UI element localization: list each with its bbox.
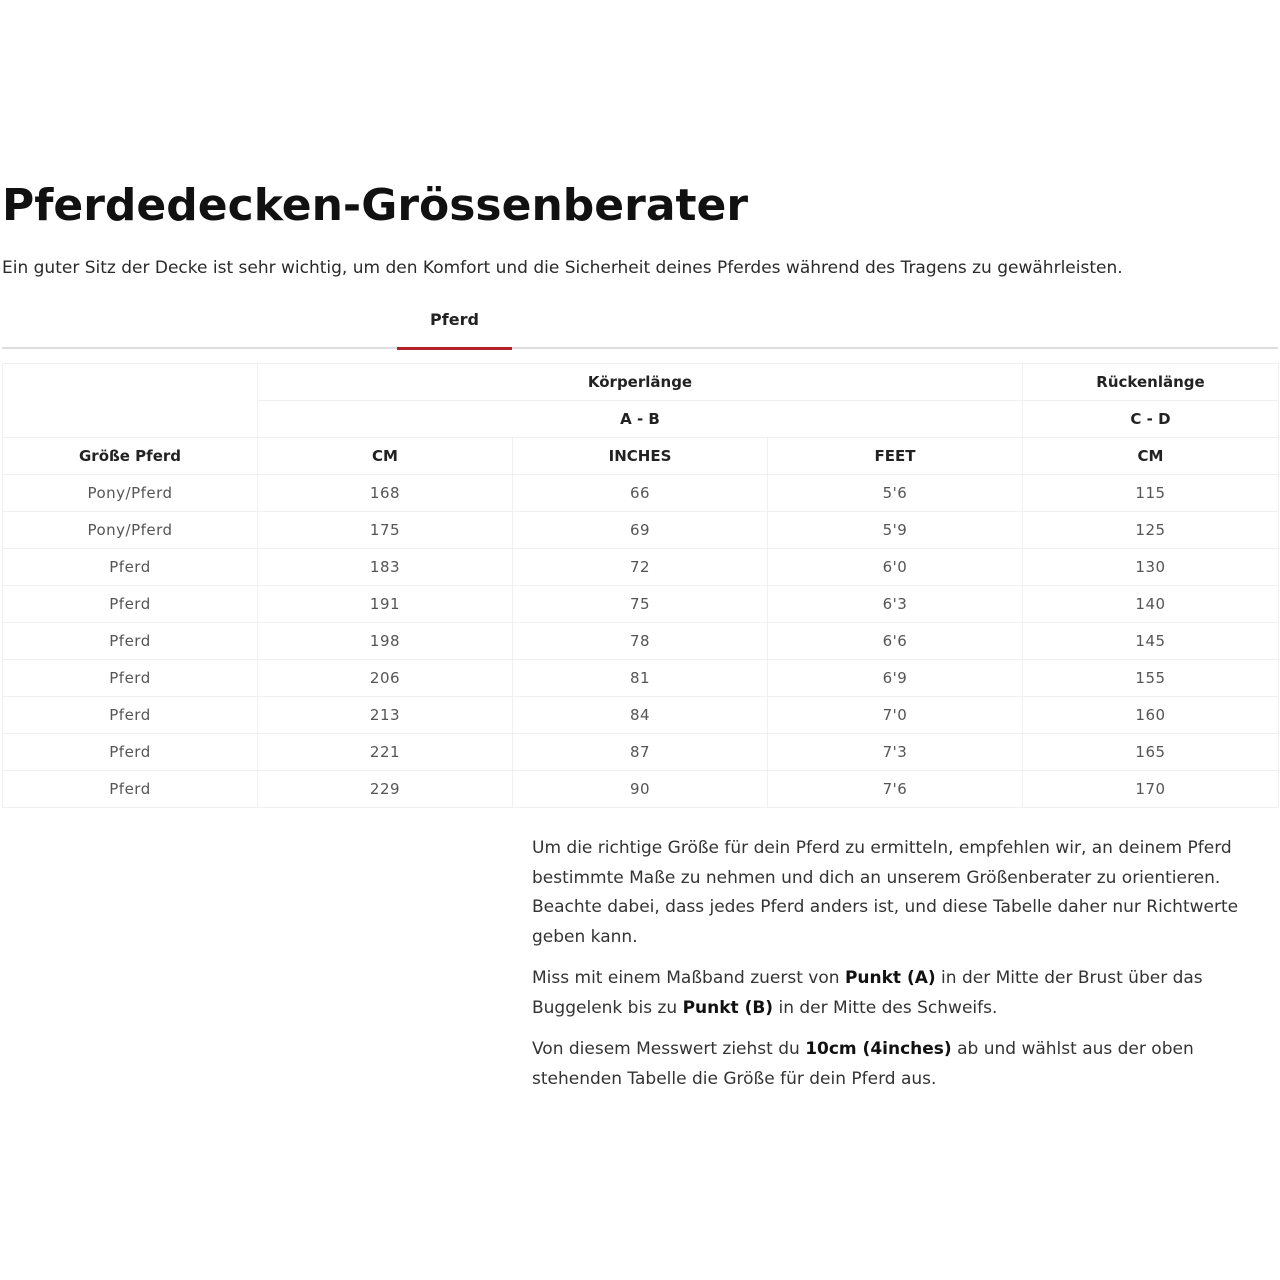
cell-cm: 175 — [258, 512, 513, 549]
table-row — [3, 660, 1279, 697]
cell-inches: 66 — [513, 475, 768, 512]
size-table — [2, 363, 1279, 808]
cell-feet: 5'6 — [768, 475, 1023, 512]
text-segment: Von diesem Messwert ziehst du — [532, 1039, 806, 1059]
column-header-back-cm: CM — [1023, 438, 1279, 475]
cell-feet: 7'3 — [768, 734, 1023, 771]
header-body-length: Körperlänge — [258, 364, 1023, 401]
cell-size: Pferd — [3, 697, 258, 734]
text-segment: Miss mit einem Maßband zuerst von — [532, 968, 845, 988]
cell-feet: 6'6 — [768, 623, 1023, 660]
column-header-size: Größe Pferd — [3, 438, 258, 475]
cell-size: Pferd — [3, 586, 258, 623]
cell-size: Pony/Pferd — [3, 512, 258, 549]
cell-inches: 75 — [513, 586, 768, 623]
cell-feet: 5'9 — [768, 512, 1023, 549]
column-header-inches: INCHES — [513, 438, 768, 475]
cell-back-cm: 130 — [1023, 549, 1279, 586]
group-header-row — [3, 364, 1279, 401]
cell-cm: 183 — [258, 549, 513, 586]
table-row — [3, 771, 1279, 808]
cell-size: Pony/Pferd — [3, 475, 258, 512]
cell-cm: 168 — [258, 475, 513, 512]
cell-size: Pferd — [3, 660, 258, 697]
cell-size: Pferd — [3, 734, 258, 771]
cell-feet: 6'0 — [768, 549, 1023, 586]
cell-back-cm: 160 — [1023, 697, 1279, 734]
cell-back-cm: 145 — [1023, 623, 1279, 660]
tab-divider — [2, 347, 1278, 349]
header-back-length: Rückenlänge — [1023, 364, 1279, 401]
intro-text: Ein guter Sitz der Decke ist sehr wichtig, um den Komfort und die Sicherheit deines Pferdes während des Tragens zu gewährleisten. — [2, 258, 1123, 278]
cell-cm: 206 — [258, 660, 513, 697]
tab-active-indicator — [397, 347, 512, 350]
cell-back-cm: 165 — [1023, 734, 1279, 771]
tab-label: Pferd — [430, 310, 479, 329]
table-row — [3, 549, 1279, 586]
instruction-paragraph-3 — [532, 1035, 1262, 1094]
header-empty-cell — [3, 364, 258, 438]
table-row — [3, 512, 1279, 549]
cell-back-cm: 140 — [1023, 586, 1279, 623]
header-body-length-sub: A - B — [258, 401, 1023, 438]
instruction-paragraph-2 — [532, 964, 1262, 1023]
table-row — [3, 586, 1279, 623]
table-row — [3, 697, 1279, 734]
text-segment: in der Mitte der Brust über das Buggelenk bis zu — [532, 968, 1203, 1018]
tab-pferd[interactable] — [397, 300, 512, 350]
cell-inches: 87 — [513, 734, 768, 771]
cell-inches: 78 — [513, 623, 768, 660]
table-row — [3, 623, 1279, 660]
column-header-cm: CM — [258, 438, 513, 475]
cell-inches: 69 — [513, 512, 768, 549]
cell-feet: 6'9 — [768, 660, 1023, 697]
text-segment: in der Mitte des Schweifs. — [773, 997, 998, 1018]
cell-feet: 7'0 — [768, 697, 1023, 734]
cell-inches: 81 — [513, 660, 768, 697]
cell-inches: 84 — [513, 697, 768, 734]
cell-feet: 6'3 — [768, 586, 1023, 623]
cell-inches: 72 — [513, 549, 768, 586]
subtract-amount: 10cm (4inches) — [805, 1039, 952, 1059]
measuring-instructions — [532, 834, 1262, 1106]
cell-inches: 90 — [513, 771, 768, 808]
cell-back-cm: 115 — [1023, 475, 1279, 512]
column-header-row — [3, 438, 1279, 475]
cell-back-cm: 170 — [1023, 771, 1279, 808]
cell-back-cm: 125 — [1023, 512, 1279, 549]
cell-feet: 7'6 — [768, 771, 1023, 808]
cell-cm: 191 — [258, 586, 513, 623]
point-b-label: Punkt (B) — [682, 997, 774, 1018]
tab-bar — [0, 300, 1280, 350]
cell-size: Pferd — [3, 549, 258, 586]
table-row — [3, 734, 1279, 771]
instruction-paragraph-1: Um die richtige Größe für dein Pferd zu ermitteln, empfehlen wir, an deinem Pferd bestimmte Maße zu nehmen und dich an unserem Größenberater zu orientieren. Beachte dabei, dass jedes Pferd anders ist, und diese Tabelle daher nur Richtwerte geben kann. — [532, 838, 1239, 947]
cell-cm: 221 — [258, 734, 513, 771]
cell-back-cm: 155 — [1023, 660, 1279, 697]
text-segment: ab und wählst aus der oben stehenden Tabelle die Größe für dein Pferd aus. — [532, 1039, 1194, 1089]
cell-size: Pferd — [3, 771, 258, 808]
cell-cm: 213 — [258, 697, 513, 734]
cell-cm: 198 — [258, 623, 513, 660]
header-back-length-sub: C - D — [1023, 401, 1279, 438]
cell-cm: 229 — [258, 771, 513, 808]
column-header-feet: FEET — [768, 438, 1023, 475]
table-body — [3, 475, 1279, 808]
page-title: Pferdedecken-Grössenberater — [2, 180, 749, 231]
cell-size: Pferd — [3, 623, 258, 660]
point-a-label: Punkt (A) — [844, 968, 936, 988]
table-row — [3, 475, 1279, 512]
